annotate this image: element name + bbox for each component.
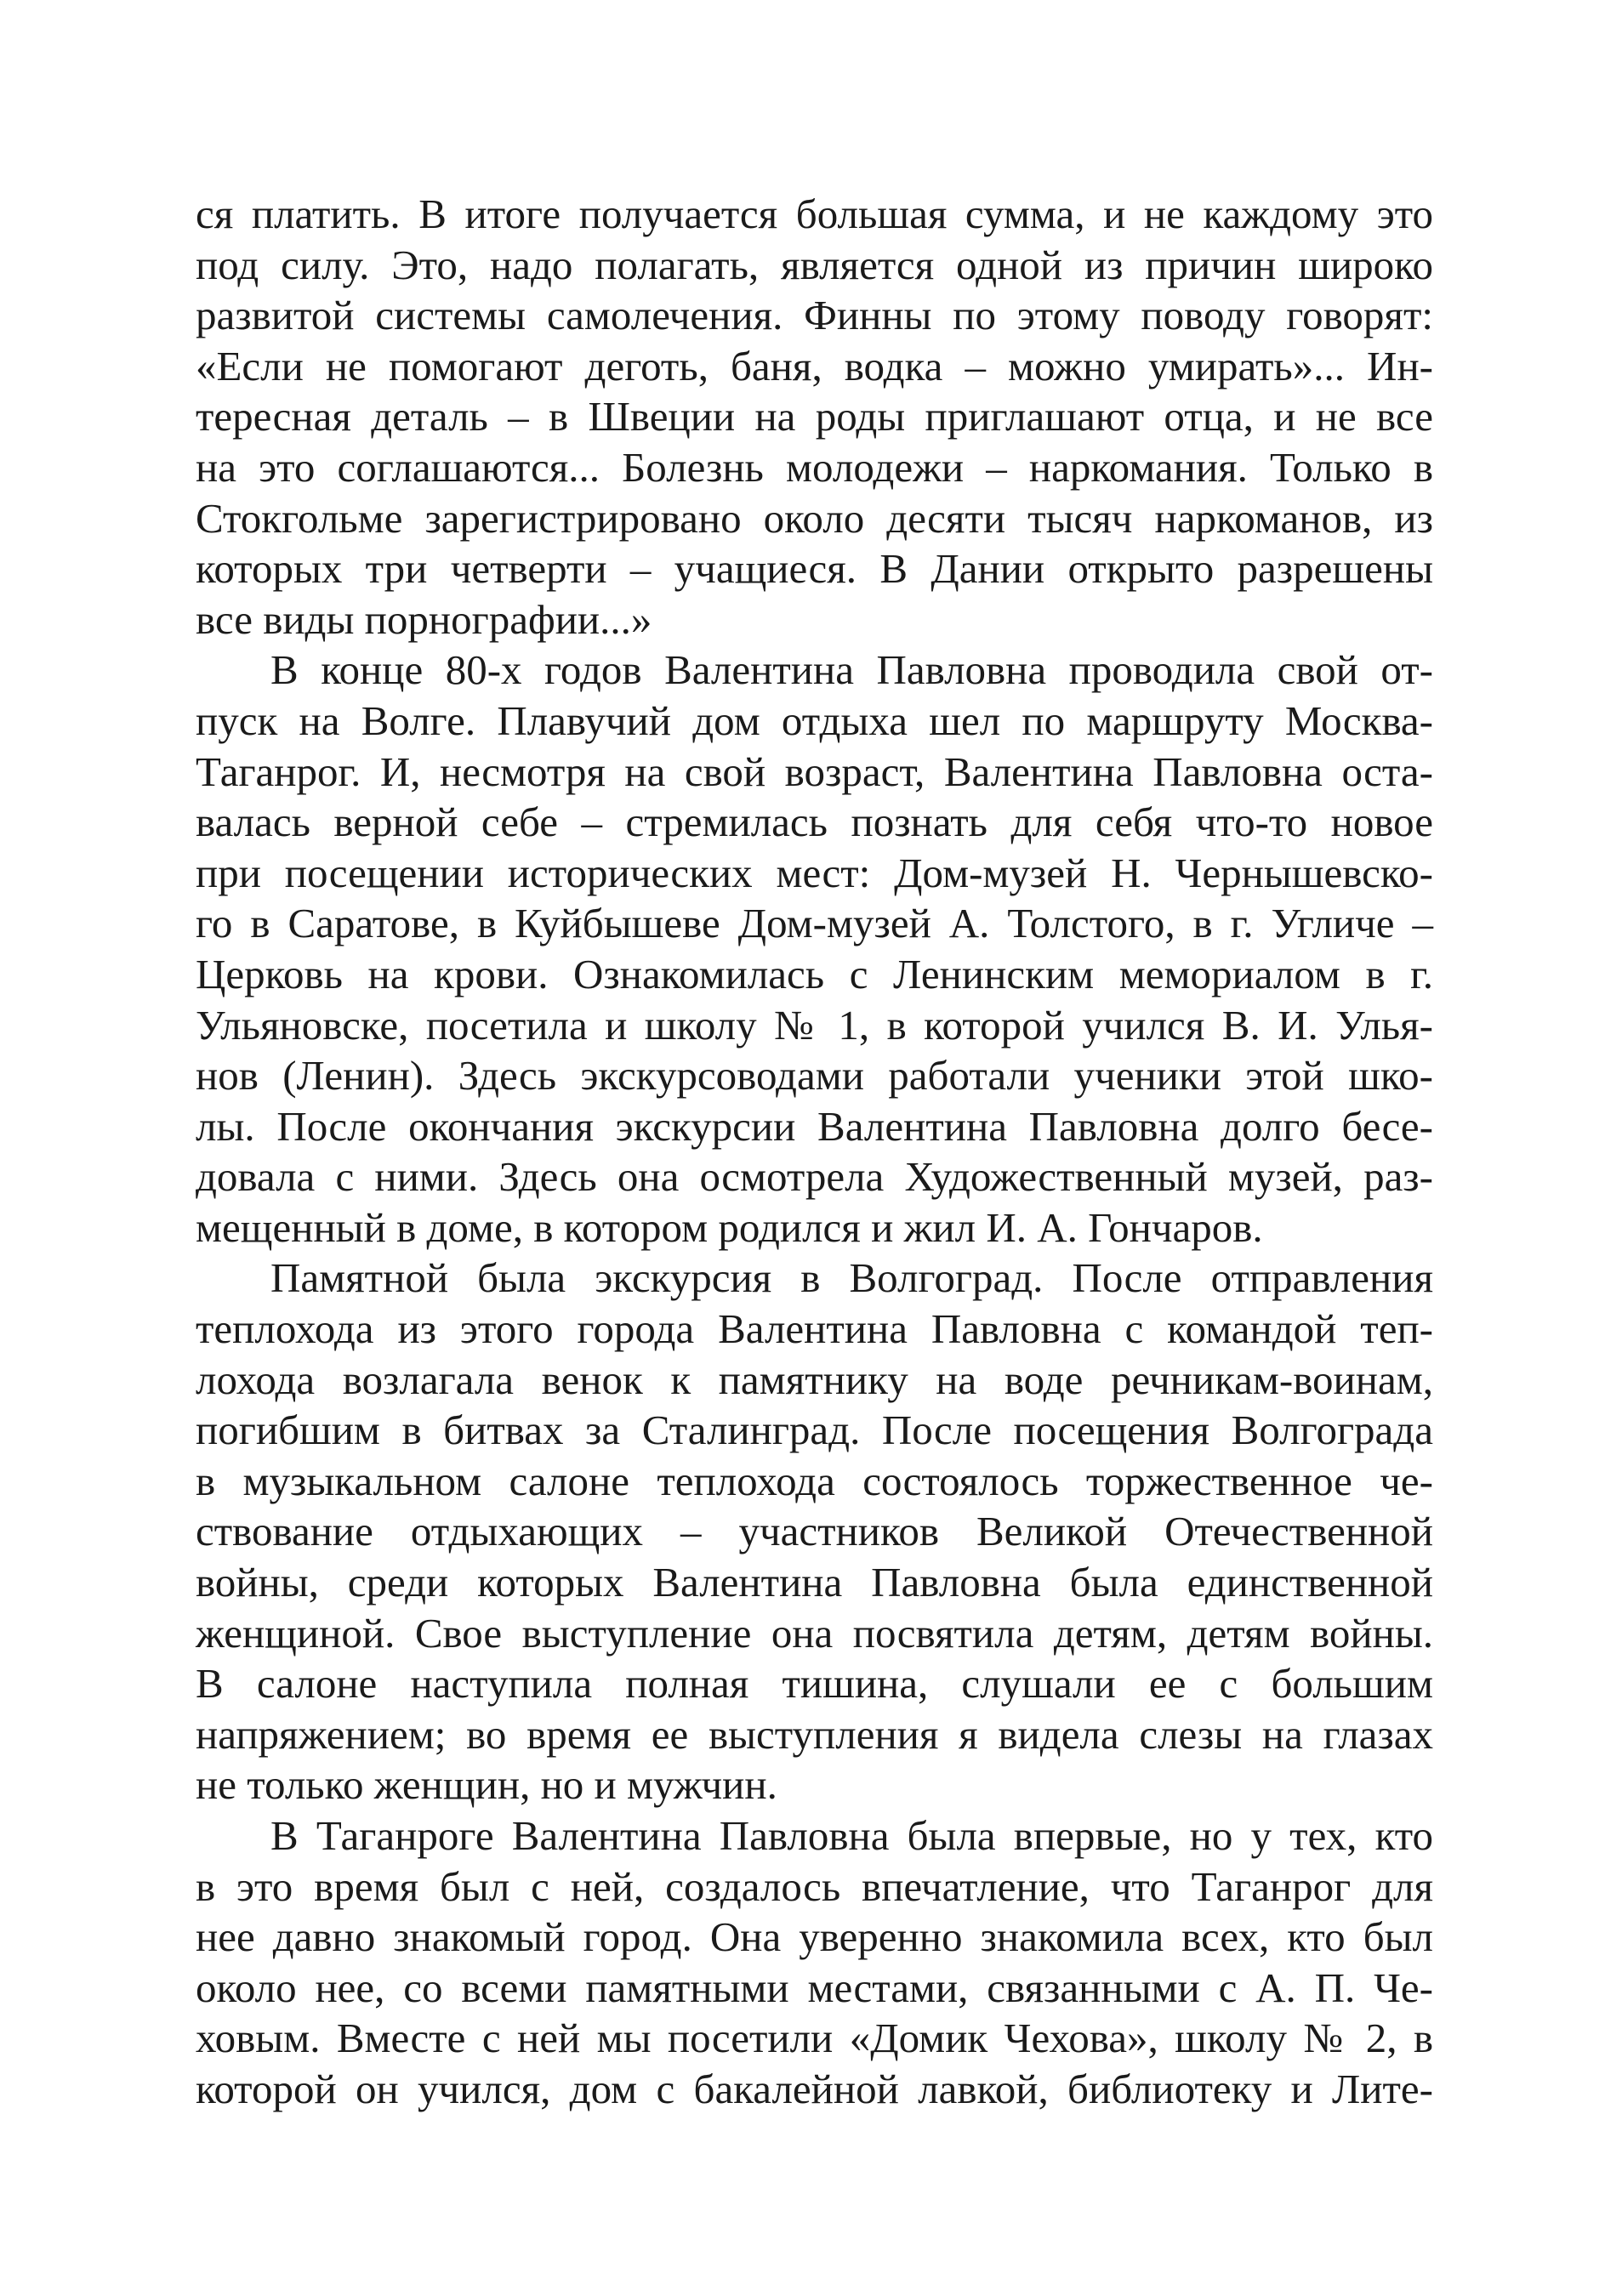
text-line: не только женщин, но и мужчин. xyxy=(196,1761,777,1809)
text-line: погибшим в битвах за Сталинград. После посещения Волгограда xyxy=(196,1407,1433,1454)
text-line: под силу. Это, надо полагать, является одной из причин широко xyxy=(196,241,1433,288)
text-line: войны, среди которых Валентина Павловна была единственной xyxy=(196,1559,1433,1606)
text-line: в это время был с ней, создалось впечатление, что Таганрог для xyxy=(196,1862,1433,1910)
text-line: Стокгольме зарегистрировано около десяти тысяч наркоманов, из xyxy=(196,494,1433,542)
paragraph xyxy=(196,1810,1433,2115)
text-line: на это соглашаются... Болезнь молодежи – наркомания. Только в xyxy=(196,443,1433,491)
text-line: В конце 80-х годов Валентина Павловна проводила свой от- xyxy=(270,646,1433,694)
paragraph xyxy=(196,1253,1433,1810)
text-line: «Если не помогают деготь, баня, водка – можно умирать»... Ин- xyxy=(196,342,1433,389)
text-line: ховым. Вместе с ней мы посетили «Домик Чехова», школу № 2, в xyxy=(196,2015,1433,2062)
text-line: напряжением; во время ее выступления я видела слезы на глазах xyxy=(196,1710,1433,1758)
text-line: Ульяновске, посетила и школу № 1, в которой учился В. И. Улья- xyxy=(196,1001,1433,1049)
document-text xyxy=(196,189,1433,2115)
text-line: Церковь на крови. Ознакомилась с Ленинским мемориалом в г. xyxy=(196,950,1433,997)
text-line: которой он учился, дом с бакалейной лавкой, библиотеку и Лите- xyxy=(196,2065,1433,2112)
text-line: около нее, со всеми памятными местами, связанными с А. П. Че- xyxy=(196,1964,1433,2011)
text-line: ствование отдыхающих – участников Великой Отечественной xyxy=(196,1508,1433,1555)
text-line: развитой системы самолечения. Финны по этому поводу говорят: xyxy=(196,292,1433,339)
text-line: пуск на Волге. Плавучий дом отдыха шел по маршруту Москва- xyxy=(196,696,1433,744)
text-line: го в Саратове, в Куйбышеве Дом-музей А. Толстого, в г. Угличе – xyxy=(196,900,1433,947)
text-line: при посещении исторических мест: Дом-музей Н. Чернышевско- xyxy=(196,849,1433,896)
text-line: тересная деталь – в Швеции на роды приглашают отца, и не все xyxy=(196,393,1433,440)
text-line: Таганрог. И, несмотря на свой возраст, Валентина Павловна оста- xyxy=(196,747,1433,795)
text-line: в музыкальном салоне теплохода состоялось торжественное че- xyxy=(196,1457,1433,1504)
text-line: лы. После окончания экскурсии Валентина Павловна долго бесе- xyxy=(196,1102,1433,1150)
paragraph xyxy=(196,645,1433,1253)
text-line: лохода возлагала венок к памятнику на воде речникам-воинам, xyxy=(196,1355,1433,1403)
text-line: Памятной была экскурсия в Волгоград. После отправления xyxy=(270,1254,1433,1302)
paragraph xyxy=(196,189,1433,645)
text-line: все виды порнографии...» xyxy=(196,595,652,643)
text-line: ся платить. В итоге получается большая сумма, и не каждому это xyxy=(196,190,1433,237)
text-line: теплохода из этого города Валентина Павловна с командой теп- xyxy=(196,1305,1433,1353)
text-line: В салоне наступила полная тишина, слушали ее с большим xyxy=(196,1660,1433,1708)
text-line: валась верной себе – стремилась познать для себя что-то новое xyxy=(196,798,1433,846)
text-line: женщиной. Свое выступление она посвятила детям, детям войны. xyxy=(196,1609,1433,1657)
text-line: нее давно знакомый город. Она уверенно знакомила всех, кто был xyxy=(196,1913,1433,1961)
text-line: довала с ними. Здесь она осмотрела Художественный музей, раз- xyxy=(196,1153,1433,1201)
text-line: нов (Ленин). Здесь экскурсоводами работали ученики этой шко- xyxy=(196,1052,1433,1100)
text-line: В Таганроге Валентина Павловна была впервые, но у тех, кто xyxy=(270,1812,1433,1859)
text-line: мещенный в доме, в котором родился и жил И. А. Гончаров. xyxy=(196,1203,1263,1251)
text-line: которых три четверти – учащиеся. В Дании открыто разрешены xyxy=(196,545,1433,593)
